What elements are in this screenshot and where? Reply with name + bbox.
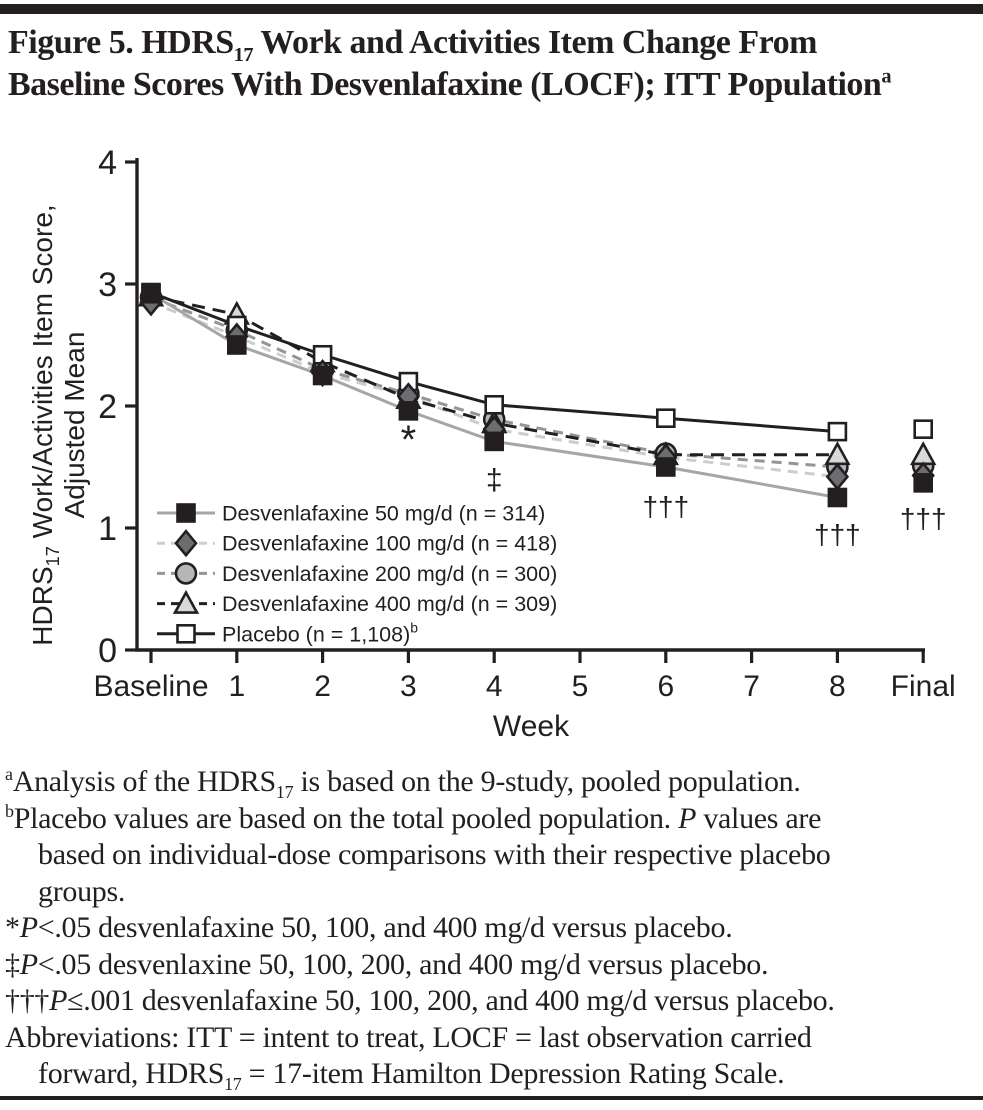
marker-placebo (486, 396, 503, 413)
significance-annotation: ††† (642, 490, 690, 522)
legend-label-placebo: Placebo (n = 1,108)$^b$ (222, 619, 419, 647)
footnote-line: ‡P<.05 desvenlaxine 50, 100, 200, and 400 mg/d versus placebo. (5, 947, 769, 981)
legend-label-dvs50: Desvenlafaxine 50 mg/d (n = 314) (222, 501, 546, 526)
marker-placebo (657, 410, 674, 427)
x-tick-label: Final (890, 670, 956, 703)
y-axis-title-line: $HDRS_{17}$ Work/Activities Item Score, (27, 204, 63, 646)
footnote-line: forward, $HDRS_{17}$ = 17-item Hamilton Depression Rating Scale. (38, 1057, 785, 1094)
y-tick-label: 4 (98, 144, 117, 182)
x-axis-title: Week (492, 710, 570, 743)
marker-dvs50 (143, 285, 160, 302)
footnote-line: Abbreviations: ITT = intent to treat, LOCF = last observation carried (5, 1020, 812, 1054)
y-tick-label: 0 (98, 632, 117, 670)
marker-dvs50 (228, 337, 245, 354)
x-tick-label: 7 (743, 670, 760, 703)
marker-dvs50-final (915, 474, 932, 491)
footnote-line: $^b$Placebo values are based on the total pooled population. P values are (5, 800, 822, 835)
marker-placebo-legend (178, 625, 195, 642)
marker-dvs50 (400, 402, 417, 419)
significance-annotation: ††† (899, 503, 947, 535)
y-tick-label: 3 (98, 266, 117, 304)
marker-placebo-final (915, 421, 932, 438)
significance-annotation: ‡ (485, 463, 503, 497)
x-tick-label: 6 (657, 670, 675, 703)
marker-dvs50 (486, 433, 503, 450)
footnote-line: $^a$Analysis of the $HDRS_{17}$ is based on the 9-study, pooled population. (5, 764, 801, 802)
figure-title: Figure 5. $HDRS_{17}$ Work and Activities Item Change From Baseline Scores With Desvenlafaxine (LOCF); ITT Population$^a$ (8, 24, 892, 103)
footnote-line: †††P≤.001 desvenlafaxine 50, 100, 200, and 400 mg/d versus placebo. (5, 984, 835, 1017)
legend-label-dvs200: Desvenlafaxine 200 mg/d (n = 300) (222, 561, 558, 586)
significance-annotation: * (400, 417, 417, 462)
footnote-line: based on individual-dose comparisons with their respective placebo (38, 838, 831, 871)
marker-dvs400-final (912, 444, 934, 464)
x-tick-label: 4 (485, 670, 503, 703)
marker-dvs200-legend (176, 563, 196, 583)
x-tick-label: 8 (829, 670, 846, 703)
x-tick-label: Baseline (93, 670, 209, 703)
marker-dvs50 (829, 489, 846, 506)
y-tick-label: 1 (98, 510, 117, 548)
marker-dvs400 (826, 444, 848, 464)
marker-dvs50-legend (178, 505, 195, 522)
footnote-line: groups. (38, 874, 126, 908)
legend-label-dvs100: Desvenlafaxine 100 mg/d (n = 418) (222, 531, 558, 556)
marker-placebo (829, 423, 846, 440)
y-tick-label: 2 (98, 388, 117, 426)
x-tick-label: 2 (314, 670, 331, 703)
x-tick-label: 1 (228, 670, 246, 703)
legend-label-dvs400: Desvenlafaxine 400 mg/d (n = 309) (222, 592, 558, 617)
y-axis-title-line: Adjusted Mean (59, 331, 90, 519)
marker-dvs50 (657, 459, 674, 476)
significance-annotation: ††† (814, 518, 861, 550)
footnote-line: *P<.05 desvenlafaxine 50, 100, and 400 mg/d versus placebo. (5, 911, 733, 944)
x-tick-label: 5 (571, 670, 589, 703)
x-tick-label: 3 (400, 670, 417, 703)
marker-dvs100-legend (176, 531, 196, 555)
figure-bottom-rule (0, 1096, 983, 1100)
marker-dvs50 (314, 367, 331, 384)
footnotes (5, 764, 980, 1093)
